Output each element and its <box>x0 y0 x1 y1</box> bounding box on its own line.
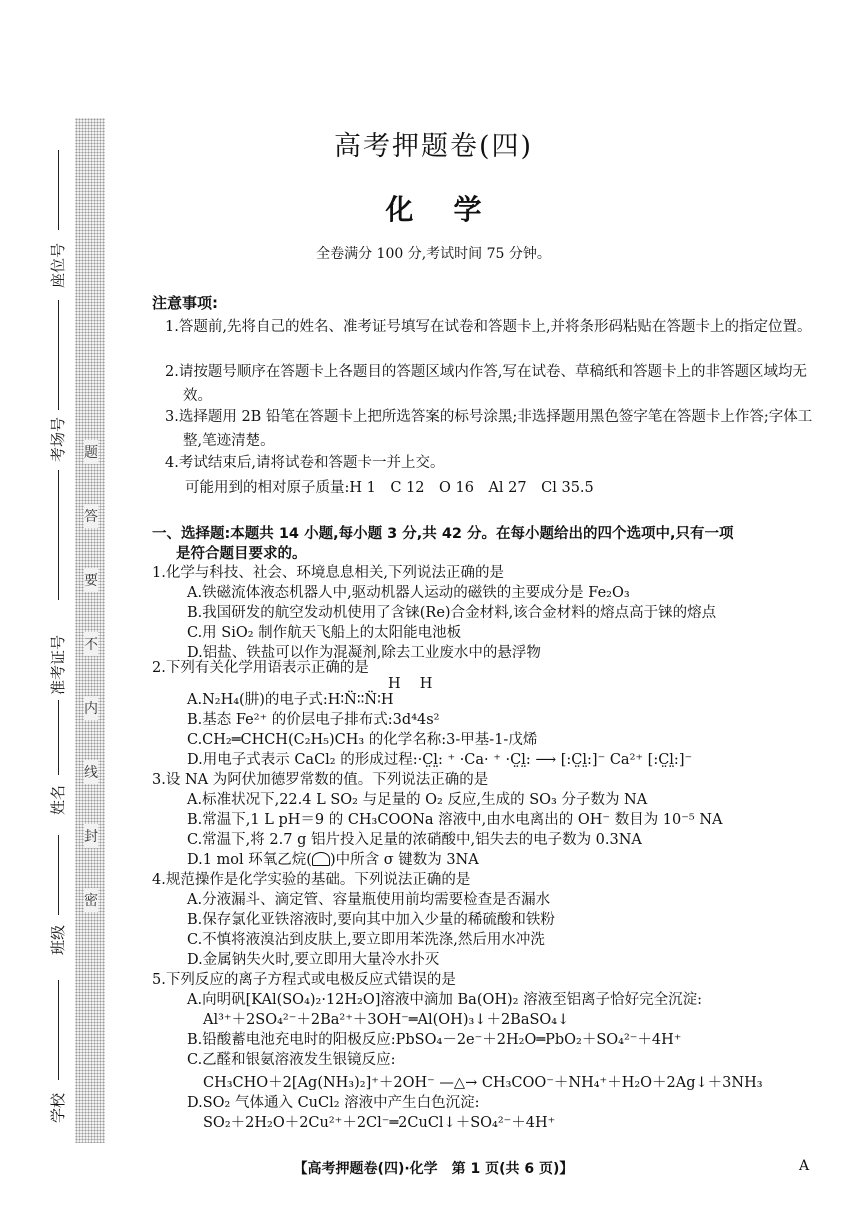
notes-title: 注意事项: <box>152 294 218 312</box>
seal-char: 密 <box>84 888 98 912</box>
option-a-equation: Al³⁺＋2SO₄²⁻＋2Ba²⁺＋3OH⁻═Al(OH)₃↓＋2BaSO₄↓ <box>203 1012 570 1028</box>
exam-room-label: 考场号 <box>49 416 67 462</box>
exam-room-line[interactable] <box>58 300 59 410</box>
school-label: 学校 <box>49 1093 67 1124</box>
option-c: C.用 SiO₂ 制作航天飞船上的太阳能电池板 <box>187 625 462 641</box>
paper-title: 高考押题卷(四) <box>333 131 534 162</box>
question-stem: 1.化学与科技、社会、环境息息相关,下列说法正确的是 <box>152 565 504 581</box>
subject-title: 化学 <box>385 193 522 226</box>
seal-char: 不 <box>84 632 98 656</box>
option-d-equation: SO₂＋2H₂O＋2Cu²⁺＋2Cl⁻═2CuCl↓＋SO₄²⁻＋4H⁺ <box>203 1115 556 1131</box>
option-d: D.用电子式表示 CaCl₂ 的形成过程:·C̤l̤: ⁺ ·Ca· ⁺ ·C̤l̤: ⟶ [:C̤l̤:]⁻ Ca²⁺ [:C̤l̤:]⁻ <box>187 752 693 768</box>
section-line: 一、选择题:本题共 14 小题,每小题 3 分,共 42 分。在每小题给出的四个选项中,只有一项 <box>152 526 734 542</box>
class-label: 班级 <box>49 925 67 956</box>
atomic-masses: 可能用到的相对原子质量:H 1 C 12 O 16 Al 27 Cl 35.5 <box>185 480 594 496</box>
option-a: A.标准状况下,22.4 L SO₂ 与足量的 O₂ 反应,生成的 SO₃ 分子数为 NA <box>187 792 648 808</box>
seal-char: 封 <box>84 824 98 848</box>
seal-char: 题 <box>84 440 98 464</box>
option-c: C.不慎将液溴沾到皮肤上,要立即用苯洗涤,然后用水冲洗 <box>187 932 545 948</box>
option-b: B.我国研发的航空发动机使用了含铼(Re)合金材料,该合金材料的熔点高于铼的熔点 <box>187 605 717 621</box>
option-a: A.分液漏斗、滴定管、容量瓶使用前均需要检查是否漏水 <box>187 892 551 908</box>
name-label: 姓名 <box>49 785 67 816</box>
seal-char: 要 <box>84 568 98 592</box>
class-line[interactable] <box>58 835 59 915</box>
electron-formula-h-atoms: H H <box>388 676 433 692</box>
seal-text <box>80 440 102 952</box>
option-d-text: D.1 mol 环氧乙烷( <box>187 852 312 868</box>
option-b: B.基态 Fe²⁺ 的价层电子排布式:3d⁴4s² <box>187 712 440 728</box>
paper-version: A <box>799 1158 810 1174</box>
option-c: C.常温下,将 2.7 g 铝片投入足量的浓硝酸中,铝失去的电子数为 0.3NA <box>187 832 642 848</box>
question-stem: 3.设 NA 为阿伏加德罗常数的值。下列说法正确的是 <box>152 772 489 788</box>
option-b: B.常温下,1 L pH＝9 的 CH₃COONa 溶液中,由水电离出的 OH⁻ 数目为 10⁻⁵ NA <box>187 812 723 828</box>
page-footer: 【高考押题卷(四)·化学 第 1 页(共 6 页)】 <box>293 1161 574 1177</box>
admission-number-line[interactable] <box>58 470 59 600</box>
section-line: 是符合题目要求的。 <box>176 546 307 562</box>
question-stem: 4.规范操作是化学实验的基础。下列说法正确的是 <box>152 872 471 888</box>
option-d <box>187 850 827 870</box>
section-header <box>152 524 822 564</box>
option-d: D.SO₂ 气体通入 CuCl₂ 溶液中产生白色沉淀: <box>187 1095 480 1111</box>
option-a: A.向明矾[KAl(SO₄)₂·12H₂O]溶液中滴加 Ba(OH)₂ 溶液至铝离子恰好完全沉淀: <box>187 992 702 1008</box>
note-item: 4.考试结束后,请将试卷和答题卡一并上交。 <box>165 455 445 471</box>
note-item: 2.请按题号顺序在答题卡上各题目的答题区域内作答,写在试卷、草稿纸和答题卡上的非答题区域均无效。 <box>165 364 807 404</box>
option-c: C.乙醛和银氨溶液发生银镜反应: <box>187 1052 396 1068</box>
seal-char: 内 <box>84 696 98 720</box>
option-b: B.铅酸蓄电池充电时的阳极反应:PbSO₄－2e⁻＋2H₂O═PbO₂＋SO₄²⁻＋4H⁺ <box>187 1032 682 1048</box>
note-item: 1.答题前,先将自己的姓名、准考证号填写在试卷和答题卡上,并将条形码粘贴在答题卡上的指定位置。 <box>165 319 812 335</box>
epoxide-ring-icon <box>312 852 330 866</box>
option-d-text: )中所含 σ 键数为 3NA <box>329 852 479 868</box>
question-stem: 2.下列有关化学用语表示正确的是 <box>152 660 369 676</box>
seat-number-label: 座位号 <box>49 242 67 288</box>
option-c-equation: CH₃CHO＋2[Ag(NH₃)₂]⁺＋2OH⁻ —△→ CH₃COO⁻＋NH₄⁺＋H₂O＋2Ag↓＋3NH₃ <box>203 1075 763 1091</box>
option-d: D.金属钠失火时,要立即用大量冷水扑灭 <box>187 952 440 968</box>
note-item: 3.选择题用 2B 铅笔在答题卡上把所选答案的标号涂黑;非选择题用黑色签字笔在答题卡上作答;字体工整,笔迹清楚。 <box>165 409 813 449</box>
option-c: C.CH₂═CHCH(C₂H₅)CH₃ 的化学名称:3-甲基-1-戊烯 <box>187 732 538 748</box>
option-b: B.保存氯化亚铁溶液时,要向其中加入少量的稀硫酸和铁粉 <box>187 912 555 928</box>
seal-char: 答 <box>84 504 98 528</box>
name-line[interactable] <box>58 700 59 775</box>
option-a: A.N₂H₄(肼)的电子式:H∶N̈∶∶N̈∶H <box>187 692 394 708</box>
seal-char: 线 <box>84 760 98 784</box>
school-line[interactable] <box>58 980 59 1080</box>
full-score-note: 全卷满分 100 分,考试时间 75 分钟。 <box>316 246 551 262</box>
admission-number-label: 准考证号 <box>49 634 67 695</box>
option-d: D.铝盐、铁盐可以作为混凝剂,除去工业废水中的悬浮物 <box>187 645 541 661</box>
question-stem: 5.下列反应的离子方程式或电极反应式错误的是 <box>152 972 456 988</box>
option-a: A.铁磁流体液态机器人中,驱动机器人运动的磁铁的主要成分是 Fe₂O₃ <box>187 585 630 601</box>
